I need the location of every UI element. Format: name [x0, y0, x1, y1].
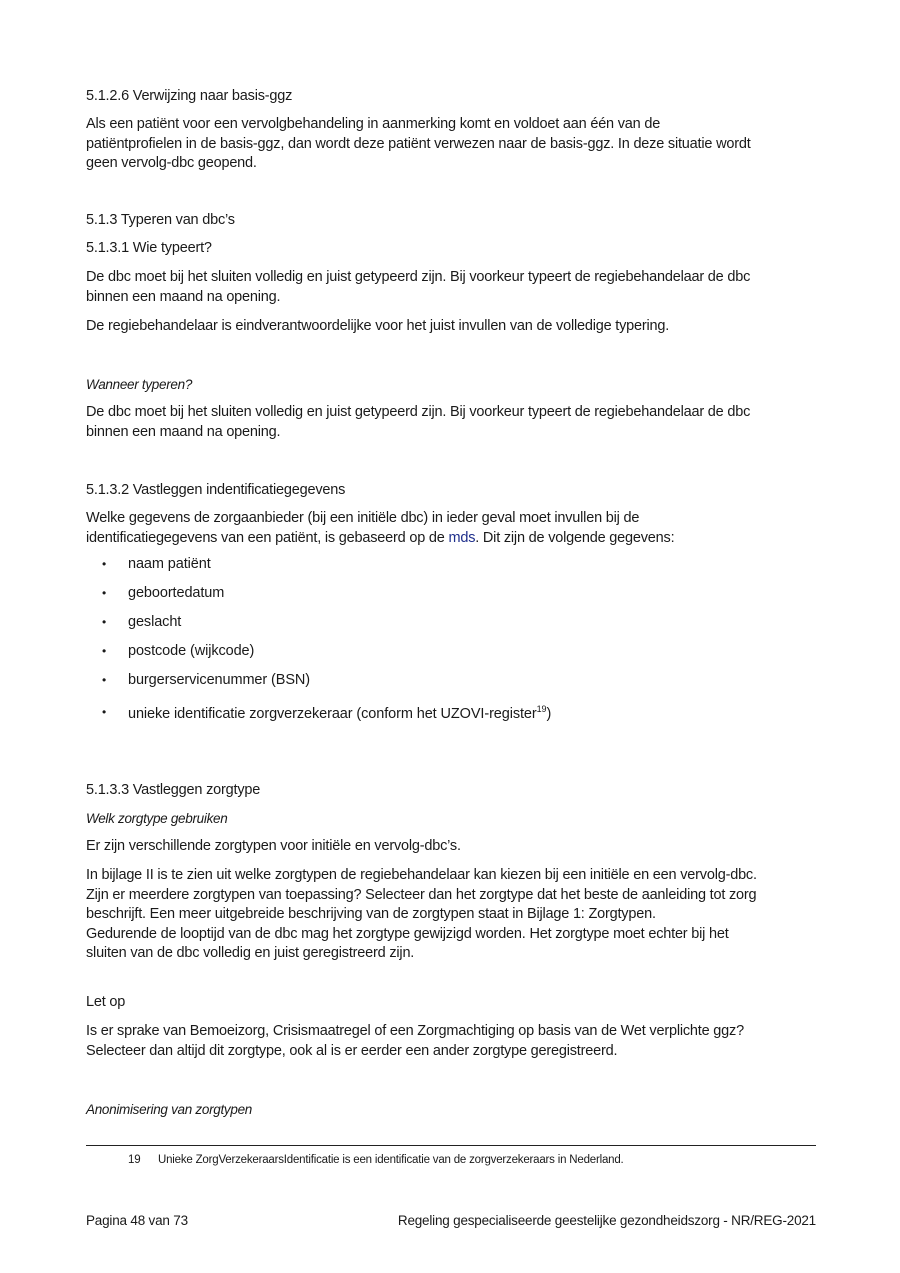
text-segment: identificatiegegevens van een patiënt, is gebaseerd op de: [86, 529, 449, 546]
paragraph-let-op: [86, 1022, 816, 1061]
paragraph-line: De regiebehandelaar is eindverantwoordelijke voor het juist invullen van de volledige typering.: [86, 318, 670, 334]
document-page: [86, 0, 816, 1273]
paragraph-bijlage: [86, 866, 816, 964]
paragraph-line: binnen een maand na opening.: [86, 288, 281, 305]
paragraph-eindverantwoordelijke: [86, 317, 816, 337]
paragraph-line: geen vervolg-dbc geopend.: [86, 155, 257, 171]
heading-5-1-3: 5.1.3 Typeren van dbc’s: [86, 212, 235, 228]
paragraph-line: [86, 529, 816, 549]
mds-link[interactable]: mds: [448, 529, 476, 546]
paragraph-line: beschrijft. Een meer uitgebreide beschrijving van de zorgtypen staat in Bijlage 1: Zorgtypen.: [86, 906, 656, 922]
paragraph-line: binnen een maand na opening.: [86, 423, 281, 440]
paragraph-line: Er zijn verschillende zorgtypen voor initiële en vervolg-dbc’s.: [86, 838, 461, 854]
paragraph-verwijzing: [86, 115, 816, 174]
paragraph-wie-typeert: [86, 268, 816, 307]
bullet-icon: •: [102, 644, 107, 658]
paragraph-line: sluiten van de dbc volledig en juist geregistreerd zijn.: [86, 945, 415, 961]
paragraph-line: patiëntprofielen in de basis-ggz, dan wordt deze patiënt verwezen naar de basis-ggz. In deze situatie wordt: [86, 135, 751, 152]
subheading-welk-zorgtype: Welk zorgtype gebruiken: [86, 811, 228, 826]
text-segment: . Dit zijn de volgende gegevens:: [475, 529, 675, 546]
paragraph-line: Is er sprake van Bemoeizorg, Crisismaatregel of een Zorgmachtiging op basis van de Wet verplichte ggz?: [86, 1023, 744, 1039]
paragraph-line: Selecteer dan altijd dit zorgtype, ook al is er eerder een ander zorgtype geregistreerd.: [86, 1042, 618, 1059]
list-item-text: naam patiënt: [128, 556, 211, 572]
paragraph-line: De dbc moet bij het sluiten volledig en juist getypeerd zijn. Bij voorkeur typeert de regiebehandelaar de dbc: [86, 404, 751, 420]
heading-5-1-3-3: 5.1.3.3 Vastleggen zorgtype: [86, 782, 261, 798]
list-item-text: geboortedatum: [128, 585, 225, 601]
footnote-reference[interactable]: 19: [536, 704, 547, 714]
bullet-icon: •: [102, 615, 107, 629]
paragraph-line: Gedurende de looptijd van de dbc mag het zorgtype gewijzigd worden. Het zorgtype moet echter bij het: [86, 925, 729, 942]
subheading-wanneer-typeren: Wanneer typeren?: [86, 377, 193, 392]
bullet-icon: •: [102, 557, 107, 571]
paragraph-line: Als een patiënt voor een vervolgbehandeling in aanmerking komt en voldoet aan één van de: [86, 116, 661, 132]
paragraph-line: Zijn er meerdere zorgtypen van toepassing? Selecteer dan het zorgtype dat het beste de aanleiding tot zorg: [86, 886, 757, 903]
list-item-text: [128, 704, 551, 722]
bullet-icon: •: [102, 673, 107, 687]
bullet-icon: •: [102, 705, 107, 719]
heading-5-1-3-1: 5.1.3.1 Wie typeert?: [86, 240, 212, 256]
paragraph-line: In bijlage II is te zien uit welke zorgtypen de regiebehandelaar kan kiezen bij een initiële en een vervolg-dbc.: [86, 867, 757, 883]
heading-5-1-2-6: 5.1.2.6 Verwijzing naar basis-ggz: [86, 88, 293, 104]
footnote-text: Unieke ZorgVerzekeraarsIdentificatie is een identificatie van de zorgverzekeraars in Nederland.: [158, 1154, 624, 1166]
text-segment: unieke identificatie zorgverzekeraar (conform het UZOVI-register: [128, 706, 537, 722]
subheading-anonimisering: Anonimisering van zorgtypen: [86, 1102, 252, 1117]
bullet-icon: •: [102, 586, 107, 600]
paragraph-zorgtypen-intro: [86, 837, 816, 857]
text-segment: ): [546, 706, 552, 722]
list-item-text: burgerservicenummer (BSN): [128, 672, 311, 688]
footnote-number: 19: [128, 1154, 141, 1166]
footnote: [128, 1154, 624, 1166]
heading-5-1-3-2: 5.1.3.2 Vastleggen indentificatiegegevens: [86, 482, 346, 498]
document-title: Regeling gespecialiseerde geestelijke gezondheidszorg - NR/REG-2021: [397, 1213, 816, 1228]
paragraph-line: Welke gegevens de zorgaanbieder (bij een initiële dbc) in ieder geval moet invullen bij de: [86, 510, 640, 526]
page-number: Pagina 48 van 73: [86, 1213, 188, 1228]
note-label: Let op: [86, 994, 126, 1010]
paragraph-identificatiegegevens: [86, 509, 816, 548]
footnote-divider: [86, 1145, 816, 1146]
paragraph-wanneer-typeren: [86, 403, 816, 442]
paragraph-line: De dbc moet bij het sluiten volledig en juist getypeerd zijn. Bij voorkeur typeert de regiebehandelaar de dbc: [86, 269, 751, 285]
list-item-text: geslacht: [128, 614, 182, 630]
list-item-text: postcode (wijkcode): [128, 643, 255, 659]
